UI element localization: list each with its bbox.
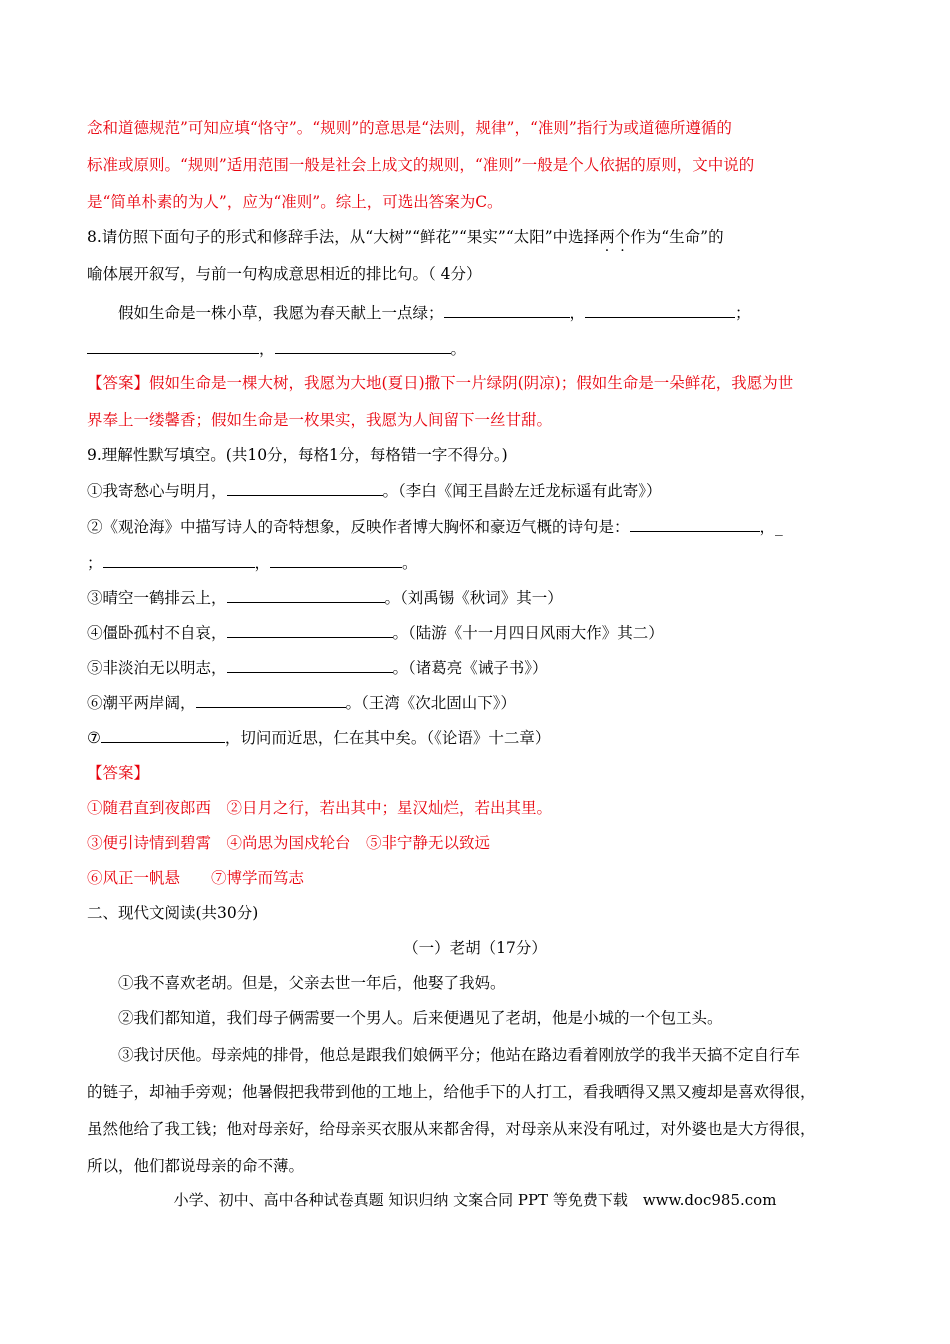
answer-blank[interactable] bbox=[196, 692, 346, 708]
passage-paragraph-3-line-4: 所以，他们都说母亲的命不薄。 bbox=[87, 1157, 305, 1175]
q9-item-1: ①我寄愁心与明月， 。（李白《闻王昌龄左迁龙标遥有此寄》） bbox=[87, 482, 662, 500]
answer-blank[interactable] bbox=[227, 480, 383, 496]
q8-example-line: 假如生命是一株小草，我愿为春天献上一点绿； ， ； bbox=[118, 304, 751, 322]
q9-item-4: ④僵卧孤村不自哀， 。（陆游《十一月四日风雨大作》其二） bbox=[87, 624, 664, 642]
passage-paragraph-3-line-3: 虽然他给了我工钱；他对母亲好，给母亲买衣服从来都舍得，对母亲从来没有吼过，对外婆也是大方得很， bbox=[87, 1120, 816, 1138]
answer-blank[interactable] bbox=[227, 587, 385, 603]
passage-paragraph-1: ①我不喜欢老胡。但是，父亲去世一年后，他娶了我妈。 bbox=[118, 974, 506, 992]
q8-blank-line: ， 。 bbox=[87, 338, 870, 359]
q9-item-2-continued: ； ， 。 bbox=[87, 554, 418, 572]
q9-answer-label: 【答案】 bbox=[87, 764, 150, 782]
answer-blank[interactable] bbox=[227, 657, 393, 673]
q9-item-3: ③晴空一鹤排云上， 。（刘禹锡《秋词》其一） bbox=[87, 589, 563, 607]
explanation-line-3: 是“简单朴素的为人”，应为“准则”。综上，可选出答案为C。 bbox=[87, 193, 503, 211]
passage-paragraph-3-line-1: ③我讨厌他。母亲炖的排骨，他总是跟我们娘俩平分；他站在路边看着刚放学的我半天搞不定自行车 bbox=[118, 1046, 801, 1064]
answer-blank[interactable] bbox=[227, 622, 393, 638]
emphasis-dot: 两 bbox=[599, 228, 615, 246]
explanation-line-1: 念和道德规范”可知应填“恪守”。“规则”的意思是“法则，规律”，“准则”指行为或道德所遵循的 bbox=[87, 119, 732, 137]
q9-item-5: ⑤非淡泊无以明志， 。（诸葛亮《诫子书》） bbox=[87, 659, 548, 677]
emphasis-dot: 个 bbox=[614, 228, 631, 246]
answer-blank[interactable] bbox=[444, 302, 570, 318]
page-footer: 小学、初中、高中各种试卷真题 知识归纳 文案合同 PPT 等免费下载 www.doc985.com bbox=[173, 1191, 777, 1209]
passage-paragraph-3-line-2: 的链子，却袖手旁观；他暑假把我带到他的工地上，给他手下的人打工，看我晒得又黑又瘦却是喜欢得很， bbox=[87, 1083, 816, 1101]
q8-answer-line-2: 界奉上一缕馨香；假如生命是一枚果实，我愿为人间留下一丝甘甜。 bbox=[87, 411, 553, 429]
q9-answer-line-1: ①随君直到夜郎西 ②日月之行，若出其中；星汉灿烂，若出其里。 bbox=[87, 799, 553, 817]
q9-item-7: ⑦ ，切问而近思，仁在其中矣。（《论语》十二章） bbox=[87, 729, 551, 747]
passage-title: （一）老胡（17分） bbox=[403, 939, 547, 957]
q8-prompt-line-2: 喻体展开叙写，与前一句构成意思相近的排比句。（ 4分） bbox=[87, 265, 482, 283]
answer-blank[interactable] bbox=[270, 552, 402, 568]
answer-blank[interactable] bbox=[630, 516, 760, 532]
answer-blank[interactable] bbox=[275, 338, 451, 354]
explanation-line-2: 标准或原则。“规则”适用范围一般是社会上成文的规则，“准则”一般是个人依据的原则，文中说的 bbox=[87, 156, 755, 174]
q8-prompt-line-1: 8.请仿照下面句子的形式和修辞手法，从“大树”“鲜花”“果实”“太阳”中选择两个作为“生命”的 bbox=[87, 228, 724, 246]
answer-blank[interactable] bbox=[87, 338, 259, 354]
answer-blank[interactable] bbox=[103, 552, 255, 568]
q9-title: 9.理解性默写填空。(共10分，每格1分，每格错一字不得分。) bbox=[87, 446, 508, 464]
section-title: 二、现代文阅读(共30分) bbox=[87, 904, 259, 922]
q9-answer-line-3: ⑥风正一帆悬 ⑦博学而笃志 bbox=[87, 869, 305, 887]
answer-label: 【答案】 bbox=[87, 374, 150, 392]
q9-item-6: ⑥潮平两岸阔， 。（王湾《次北固山下》） bbox=[87, 694, 517, 712]
q9-answer-line-2: ③便引诗情到碧霄 ④尚思为国戍轮台 ⑤非宁静无以致远 bbox=[87, 834, 491, 852]
q8-answer-line-1: 【答案】假如生命是一棵大树，我愿为大地(夏日)撒下一片绿阴(阴凉)；假如生命是一朵鲜花，我愿为世 bbox=[87, 374, 794, 392]
answer-blank[interactable] bbox=[585, 302, 735, 318]
q9-item-2: ②《观沧海》中描写诗人的奇特想象，反映作者博大胸怀和豪迈气概的诗句是： ，_ bbox=[87, 518, 783, 536]
answer-blank[interactable] bbox=[101, 727, 225, 743]
passage-paragraph-2: ②我们都知道，我们母子俩需要一个男人。后来便遇见了老胡，他是小城的一个包工头。 bbox=[118, 1009, 723, 1027]
